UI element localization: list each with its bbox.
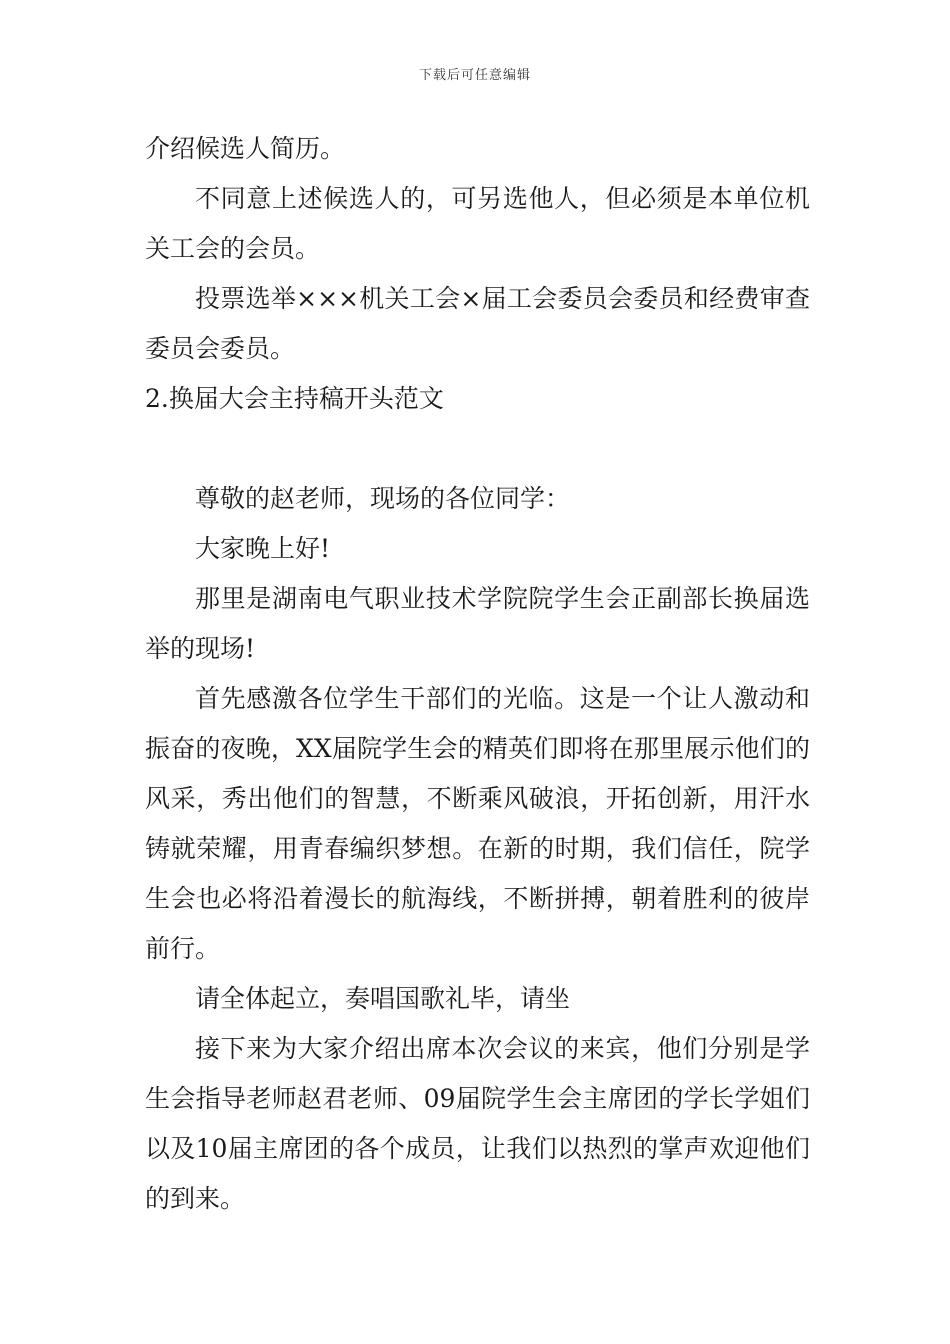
- paragraph: 接下来为大家介绍出席本次会议的来宾，他们分别是学生会指导老师赵君老师、09届院学生会主席团的学长学姐们以及10届主席团的各个成员，让我们以热烈的掌声欢迎他们的到来。: [145, 1034, 810, 1213]
- paragraph: 投票选举×××机关工会×届工会委员会委员和经费审查委员会委员。: [145, 284, 810, 363]
- paragraph: 首先感激各位学生干部们的光临。这是一个让人激动和振奋的夜晚，XX届院学生会的精英们即将在那里展示他们的风采，秀出他们的智慧，不断乘风破浪，开拓创新，用汗水铸就荣耀，用青春编织梦想。在新的时期，我们信任，院学生会也必将沿着漫长的航海线，不断拼搏，朝着胜利的彼岸前行。: [145, 684, 810, 963]
- section-heading: 2.换届大会主持稿开头范文: [145, 384, 444, 413]
- paragraph: 不同意上述候选人的，可另选他人，但必须是本单位机关工会的会员。: [145, 184, 810, 263]
- paragraph-continuation: 介绍候选人简历。: [145, 134, 346, 163]
- page-header: 下载后可任意编辑: [418, 68, 531, 83]
- greeting-paragraph: 尊敬的赵老师，现场的各位同学：: [195, 484, 571, 513]
- document-body: [145, 124, 810, 1224]
- paragraph: 那里是湖南电气职业技术学院院学生会正副部长换届选举的现场!: [145, 584, 810, 663]
- paragraph: 请全体起立，奏唱国歌礼毕，请坐: [195, 984, 571, 1013]
- paragraph: 大家晚上好!: [195, 534, 331, 563]
- blank-line: [145, 424, 810, 474]
